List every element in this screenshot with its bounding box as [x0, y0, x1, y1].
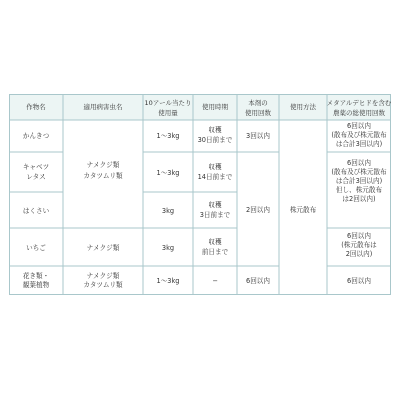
header-timing: 使用時期 — [202, 103, 228, 111]
header-count-line2: 使用回数 — [245, 109, 271, 117]
count-merged: 2回以内 — [246, 206, 270, 214]
pest-flowers-line1: ナメクジ類 — [86, 272, 120, 280]
timing-citrus-line1: 収穫 — [208, 126, 222, 134]
timing-hakusai-line1: 収穫 — [208, 201, 222, 209]
amount-flowers: 1〜3kg — [156, 277, 180, 285]
amount-hakusai: 3kg — [161, 207, 175, 215]
amount-cabbage: 1〜3kg — [156, 169, 180, 177]
total-strawberry-line3: 2回以内) — [345, 250, 373, 258]
crop-citrus: かんきつ — [22, 132, 50, 140]
header-crop: 作物名 — [26, 103, 46, 111]
crop-strawberry: いちご — [26, 244, 46, 252]
total-citrus-line1: 6回以内 — [347, 122, 371, 130]
crop-flowers-line1: 花き類・ — [22, 272, 50, 280]
amount-strawberry: 3kg — [161, 244, 175, 252]
header-amount-line1: 10アール当たり — [144, 99, 192, 107]
timing-citrus-line2: 30日前まで — [197, 136, 233, 144]
pest-snail: カタツムリ類 — [83, 172, 123, 180]
header-total-line1: メタアルデヒドを含む — [326, 99, 391, 107]
count-flowers: 6回以内 — [246, 277, 270, 285]
header-amount-line2: 使用量 — [158, 109, 178, 117]
method-merged: 株元散布 — [289, 206, 317, 214]
table-body — [23, 121, 387, 289]
timing-strawberry-line1: 収穫 — [208, 238, 222, 246]
header-total-line2: 農薬の総使用回数 — [333, 109, 385, 117]
crop-flowers-line2: 観葉植物 — [22, 281, 50, 289]
total-mid-line2: (散布及び株元散布 — [331, 168, 387, 176]
total-strawberry-line1: 6回以内 — [347, 232, 371, 240]
total-mid-line3: は合計3回以内) — [335, 177, 383, 185]
count-citrus: 3回以内 — [246, 132, 270, 140]
total-mid-line1: 6回以内 — [347, 159, 371, 167]
timing-hakusai-line2: 3日前まで — [199, 211, 231, 219]
total-strawberry-line2: (株元散布は — [341, 241, 377, 249]
timing-flowers: − — [212, 277, 218, 285]
pest-strawberry: ナメクジ類 — [86, 244, 120, 252]
total-flowers: 6回以内 — [347, 277, 371, 285]
pest-flowers-line2: カタツムリ類 — [83, 281, 123, 289]
header-pest: 適用病害虫名 — [83, 103, 123, 111]
pest-slug: ナメクジ類 — [86, 161, 120, 169]
header-count-line1: 本剤の — [248, 99, 268, 107]
table-grid — [9, 94, 391, 295]
timing-cabbage-line1: 収穫 — [208, 163, 222, 171]
timing-cabbage-line2: 14日前まで — [197, 173, 233, 181]
total-citrus-line2: (散布及び株元散布 — [331, 131, 387, 139]
amount-citrus: 1〜3kg — [156, 132, 180, 140]
total-mid-line4: 但し、株元散布 — [335, 186, 383, 194]
crop-lettuce: レタス — [26, 173, 46, 181]
header-method: 使用方法 — [290, 103, 316, 111]
total-mid-line5: は2回以内) — [342, 195, 376, 203]
application-table — [9, 94, 391, 295]
total-citrus-line3: は合計3回以内) — [335, 140, 383, 148]
timing-strawberry-line2: 前日まで — [201, 248, 229, 256]
crop-hakusai: はくさい — [22, 207, 50, 215]
crop-cabbage: キャベツ — [22, 163, 50, 171]
